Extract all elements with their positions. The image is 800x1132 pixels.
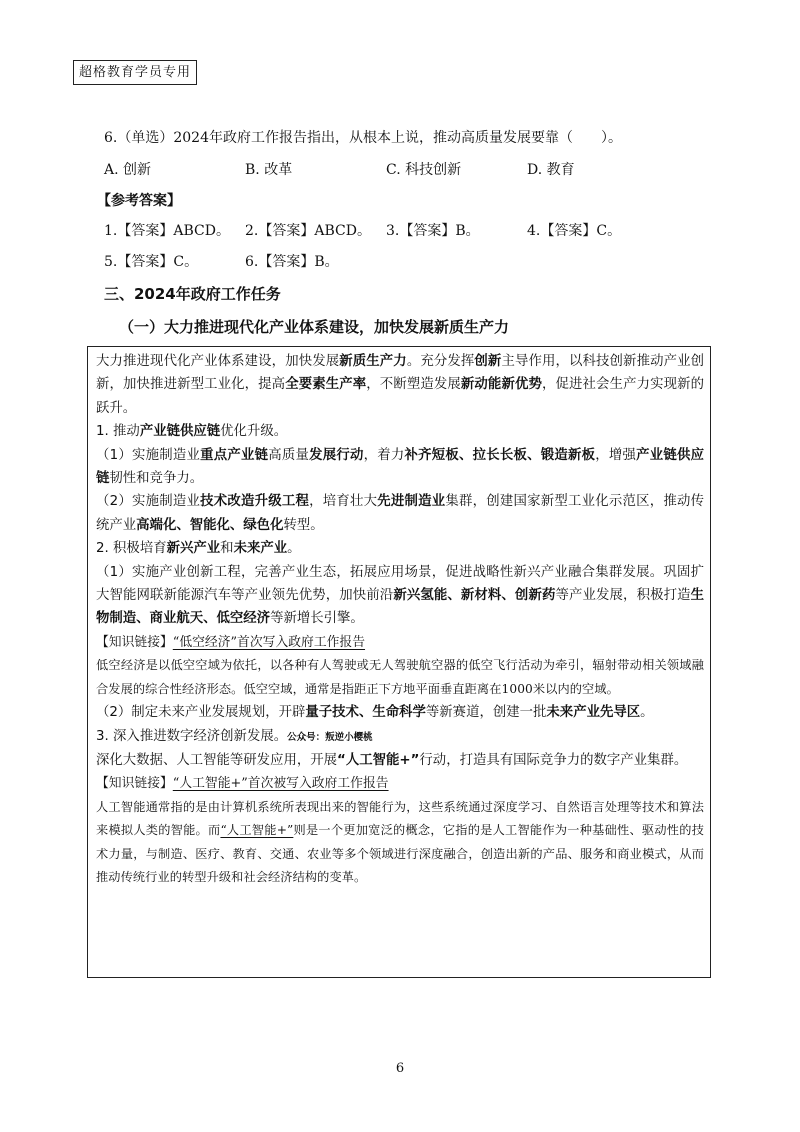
item-2-heading: 2. 积极培育新兴产业和未来产业。 xyxy=(96,541,301,557)
option-a: A. 创新 xyxy=(104,162,152,178)
wechat-account-note: 公众号：叛逆小樱桃 xyxy=(287,731,373,743)
question-6-stem: 6.（单选）2024年政府工作报告指出，从根本上说，推动高质量发展要靠（ ）。 xyxy=(104,130,622,146)
item-1-heading: 1. 推动产业链供应链优化升级。 xyxy=(96,424,288,440)
knowledge-link-1: 【知识链接】“低空经济”首次写入政府工作报告 xyxy=(96,634,366,650)
answer-6: 6.【答案】B。 xyxy=(245,254,339,270)
item-3-1: 深化大数据、人工智能等研发应用，开展“人工智能+”行动，打造具有国际竞争力的数字产业集群。 xyxy=(96,752,688,768)
item-2-2: （2）制定未来产业发展规划，开辟量子技术、生命科学等新赛道，创建一批未来产业先导区。 xyxy=(96,705,654,721)
answers-title: 【参考答案】 xyxy=(97,193,181,209)
knowledge-link-2-text: 人工智能通常指的是由计算机系统所表现出来的智能行为，这些系统通过深度学习、自然语言处理等技术和算法来模拟人类的智能。而“人工智能+”则是一个更加宽泛的概念，它指的是人工智能作为一种基础性、驱动性的技术力量，与制造、医疗、教育、交通、农业等多个领域进行深度融合，创造出新的产品、服务和商业模式，从而推动传统行业的转型升级和社会经济结构的变革。 xyxy=(96,799,704,884)
item-1-2: （2）实施制造业技术改造升级工程，培育壮大先进制造业集群，创建国家新型工业化示范区，推动传统产业高端化、智能化、绿色化转型。 xyxy=(96,494,705,533)
option-c: C. 科技创新 xyxy=(386,162,462,178)
answer-5: 5.【答案】C。 xyxy=(104,254,199,270)
knowledge-link-2: 【知识链接】“人工智能+”首次被写入政府工作报告 xyxy=(96,776,389,792)
knowledge-link-1-text: 低空经济是以低空空域为依托，以各种有人驾驶或无人驾驶航空器的低空飞行活动为牵引，辐射带动相关领域融合发展的综合性经济形态。低空空域，通常是指距正下方地平面垂直距离在1000米以内的空域。 xyxy=(96,658,704,696)
watermark-badge: 超格教育学员专用 xyxy=(73,60,197,85)
section-subheading: （一）大力推进现代化产业体系建设，加快发展新质生产力 xyxy=(119,318,510,336)
answer-3: 3.【答案】B。 xyxy=(386,223,480,239)
content-box xyxy=(87,346,711,978)
item-1-1: （1）实施制造业重点产业链高质量发展行动，着力补齐短板、拉长长板、锻造新板，增强产业链供应链韧性和竞争力。 xyxy=(96,447,705,487)
section-heading: 三、2024年政府工作任务 xyxy=(104,285,281,303)
answer-4: 4.【答案】C。 xyxy=(527,223,622,239)
answer-2: 2.【答案】ABCD。 xyxy=(245,223,371,239)
answer-1: 1.【答案】ABCD。 xyxy=(104,223,230,239)
option-d: D. 教育 xyxy=(527,162,575,178)
intro-paragraph: 大力推进现代化产业体系建设，加快发展新质生产力。充分发挥创新主导作用，以科技创新推动产业创新，加快推进新型工业化，提高全要素生产率，不断塑造发展新动能新优势，促进社会生产力实现新的跃升。 xyxy=(96,354,705,416)
item-3-heading: 3. 深入推进数字经济创新发展。公众号：叛逆小樱桃 xyxy=(96,728,373,744)
page-number: 6 xyxy=(395,1061,405,1076)
item-2-1: （1）实施产业创新工程，完善产业生态，拓展应用场景，促进战略性新兴产业融合集群发展。巩固扩大智能网联新能源汽车等产业领先优势，加快前沿新兴氢能、新材料、创新药等产业发展，积极打造生物制造、商业航天、低空经济等新增长引擎。 xyxy=(96,564,705,627)
option-b: B. 改革 xyxy=(245,162,293,178)
